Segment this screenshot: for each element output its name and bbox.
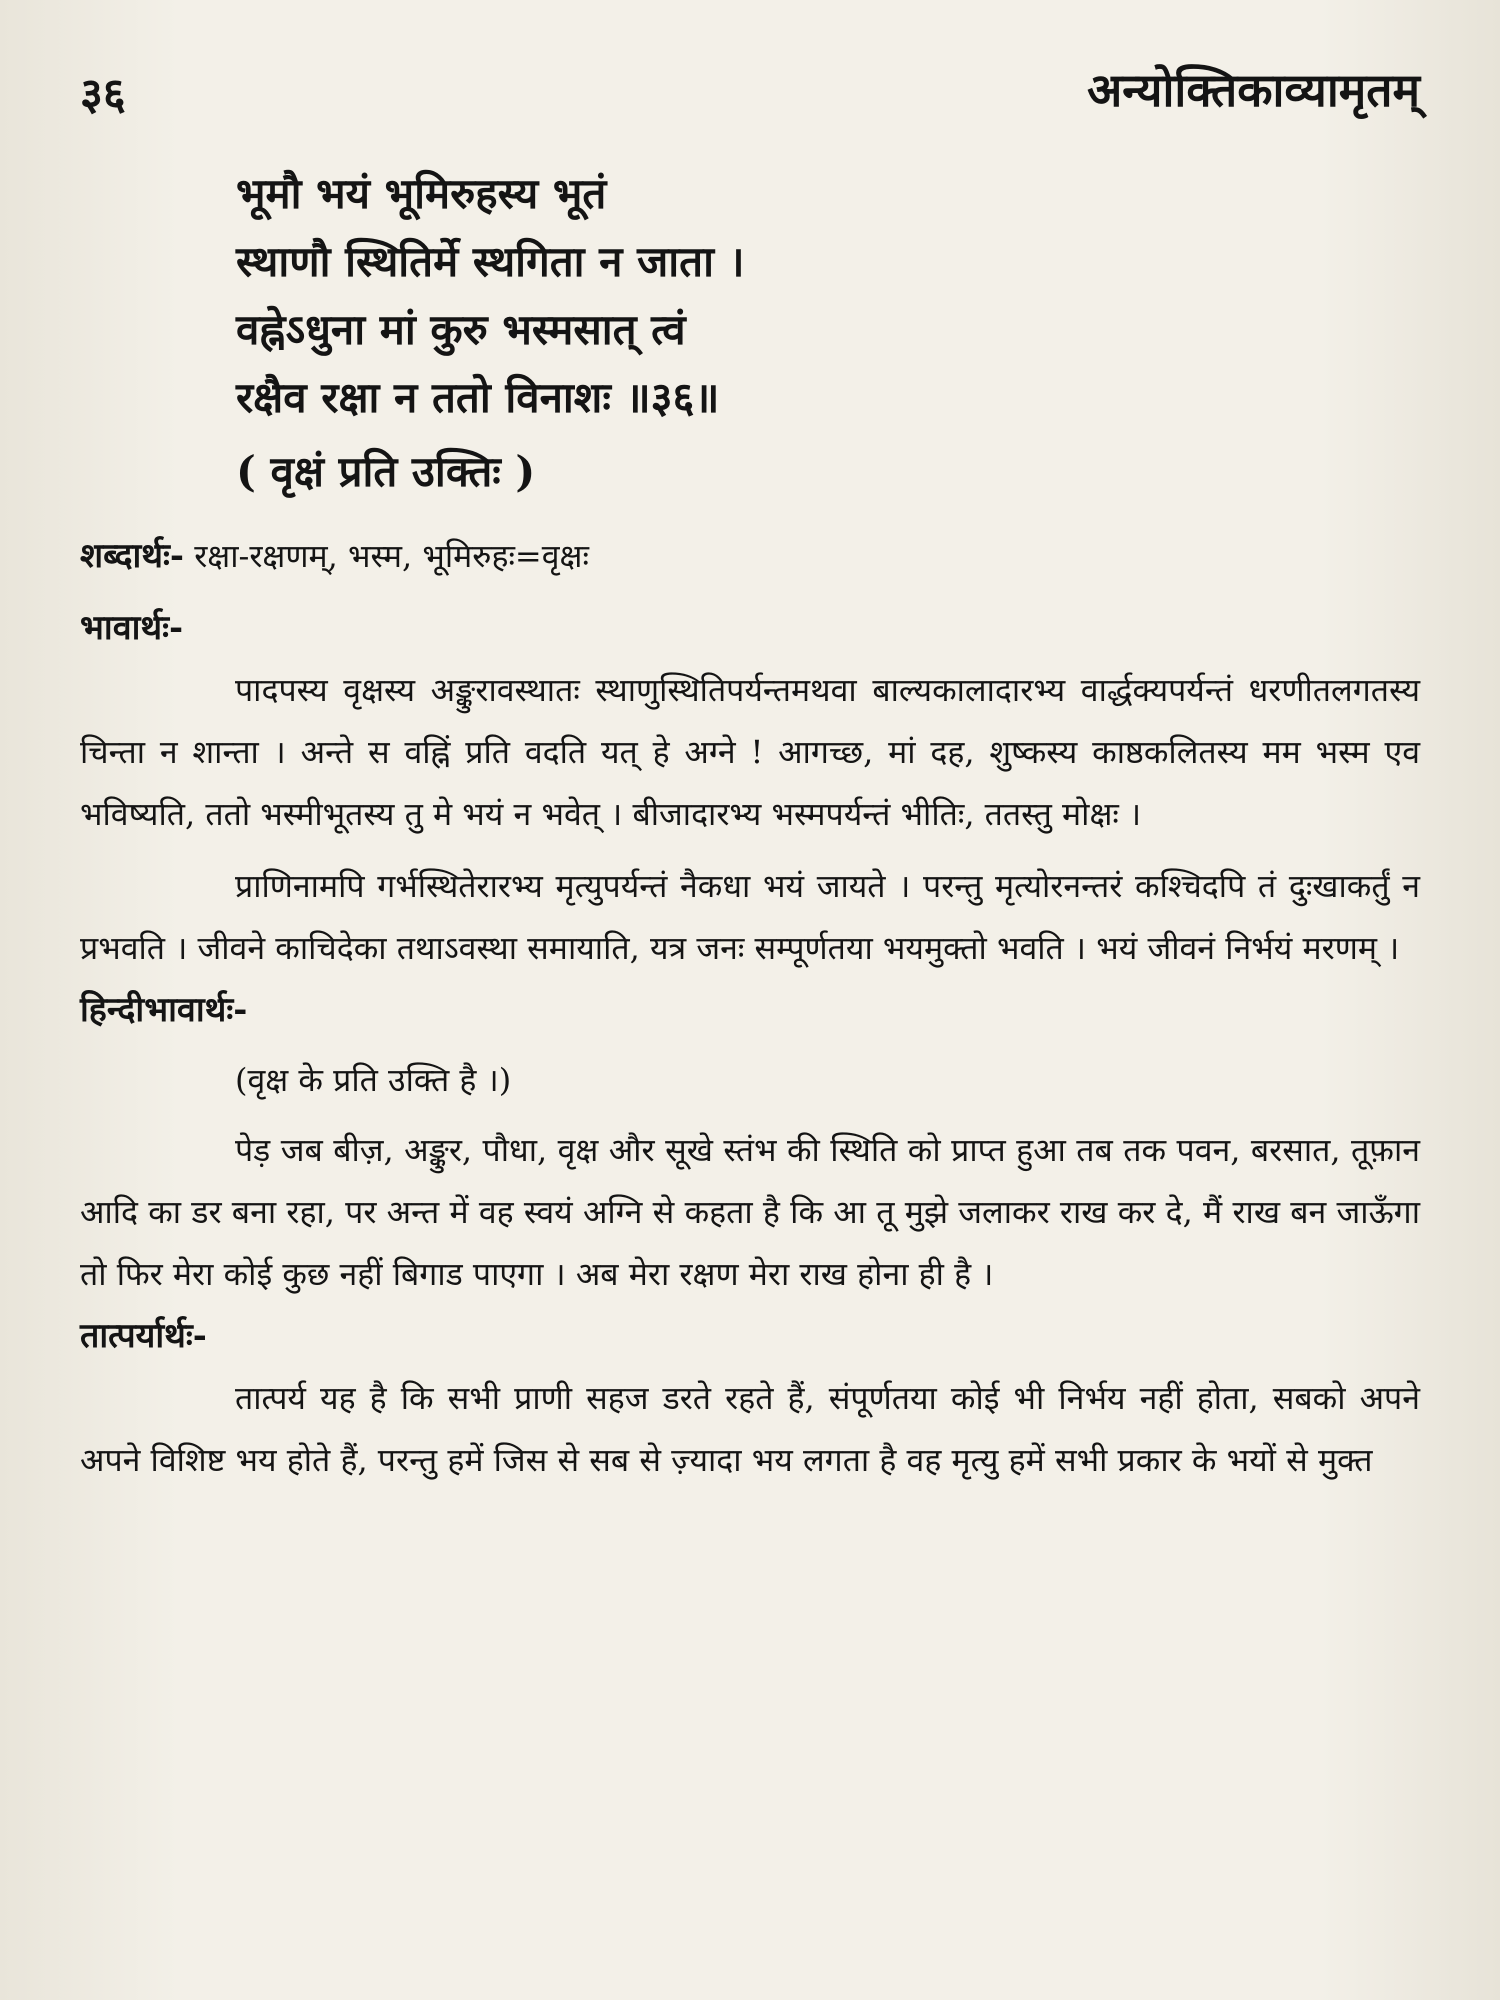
running-title: अन्योक्तिकाव्यामृतम् [1087,63,1420,117]
hindi-bhavartha-label: हिन्दीभावार्थः- [80,990,248,1030]
verse-caption: ( वृक्षं प्रति उक्तिः ) [236,447,536,496]
commentary [80,525,1420,1491]
shabdartha-section [80,525,1420,587]
bhavartha-label: भावार्थः- [80,608,184,648]
shabdartha-text: रक्षा-रक्षणम्, भस्म, भूमिरुहः=वृक्षः [194,537,589,575]
bhavartha-paragraph: प्राणिनामपि गर्भस्थितेरारभ्य मृत्युपर्यन्तं नैकधा भयं जायते । परन्तु मृत्योरनन्तरं कश्चिदपि तं दुःखाकर्तुं न प्रभवति । जीवने काचिदेका तथाऽवस्था समायाति, यत्र जनः सम्पूर्णतया भयमुक्तो भवति । भयं जीवनं निर्भयं मरणम् । [80,867,1420,967]
verse-line: स्थाणौ स्थितिर्मे स्थगिता न जाता । [236,237,745,286]
page-number: ३६ [80,69,126,120]
verse-line: वह्नेऽधुना मां कुरु भस्मसात् त्वं [236,305,686,354]
verse-line: भूमौ भयं भूमिरुहस्य भूतं [236,169,607,218]
tatparyartha-paragraph: तात्पर्य यह है कि सभी प्राणी सहज डरते रहते हैं, संपूर्णतया कोई भी निर्भय नहीं होता, सबको अपने अपने विशिष्ट भय होते हैं, परन्तु हमें जिस से सब से ज़्यादा भय लगता है वह मृत्यु हमें सभी प्रकार के भयों से मुक्त [80,1379,1420,1479]
shabdartha-label: शब्दार्थः- [80,536,185,576]
hindi-bhavartha-paragraph: पेड़ जब बीज़, अङ्कुर, पौधा, वृक्ष और सूखे स्तंभ की स्थिति को प्राप्त हुआ तब तक पवन, बरसात, तूफ़ान आदि का डर बना रहा, पर अन्त में वह स्वयं अग्नि से कहता है कि आ तू मुझे जलाकर राख कर दे, मैं राख बन जाऊँगा तो फिर मेरा कोई कुछ नहीं बिगाड पाएगा । अब मेरा रक्षण मेरा राख होना ही है । [80,1131,1420,1293]
hindi-bhavartha-caption: (वृक्ष के प्रति उक्ति है ।) [235,1061,512,1099]
bhavartha-paragraph: पादपस्य वृक्षस्य अङ्कुरावस्थातः स्थाणुस्थितिपर्यन्तमथवा बाल्यकालादारभ्य वार्द्धक्यपर्यन्तं धरणीतलगतस्य चिन्ता न शान्ता । अन्ते स वह्निं प्रति वदति यत् हे अग्ने ! आगच्छ, मां दह, शुष्कस्य काष्ठकलितस्य मम भस्म एव भविष्यति, ततो भस्मीभूतस्य तु मे भयं न भवेत् । बीजादारभ्य भस्मपर्यन्तं भीतिः, ततस्तु मोक्षः । [80,671,1420,833]
tatparyartha-label: तात्पर्यार्थः- [80,1316,207,1356]
verse-block [236,160,744,506]
verse-line: रक्षैव रक्षा न ततो विनाशः ॥३६॥ [236,373,720,422]
